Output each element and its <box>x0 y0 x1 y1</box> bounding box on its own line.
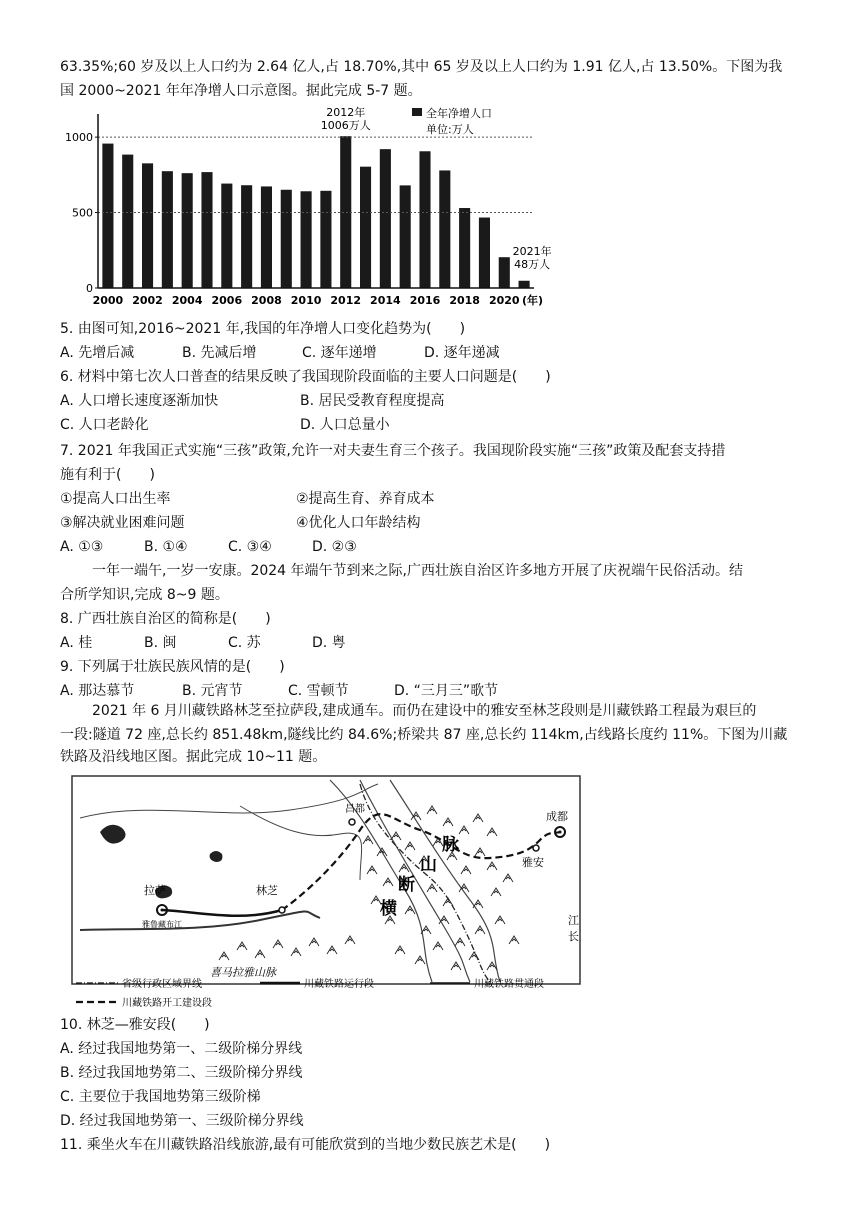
q10-option-a[interactable]: A. 经过我国地势第一、二级阶梯分界线 <box>60 1041 303 1057</box>
mountain-symbol <box>363 836 373 844</box>
mountain-symbol <box>237 942 247 950</box>
x-tick-label: 2020 <box>488 294 520 307</box>
bar-2006 <box>221 184 232 288</box>
bar-2008 <box>261 186 272 288</box>
bar-2015 <box>400 185 411 288</box>
mountain-symbol <box>443 818 453 826</box>
q10-stem: 10. 林芝—雅安段( ) <box>60 1017 210 1033</box>
mountain-symbol <box>255 950 265 958</box>
range-char-2: 断 <box>398 875 415 895</box>
bar-2018 <box>459 208 470 288</box>
mountain-symbol <box>475 848 485 856</box>
mountain-symbol <box>345 936 355 944</box>
side-label-1: 江 <box>568 914 579 927</box>
y-tick-label: 500 <box>72 206 93 220</box>
range-char-1: 横 <box>380 899 397 919</box>
chengdu-label: 成都 <box>546 810 568 823</box>
mountain-symbol <box>405 906 415 914</box>
passage-3-line-3: 铁路及沿线地区图。据此完成 10~11 题。 <box>60 749 327 765</box>
x-tick-label: 2008 <box>251 294 282 307</box>
mountain-symbol <box>411 812 421 820</box>
river-line <box>360 780 470 982</box>
river-line <box>240 806 362 880</box>
q9-stem: 9. 下列属于壮族民族风情的是( ) <box>60 659 285 675</box>
mountain-symbol <box>509 936 519 944</box>
y-tick-label: 0 <box>86 282 93 295</box>
q7-stem-line-2: 施有利于( ) <box>60 467 155 483</box>
mountain-symbol <box>327 946 337 954</box>
mountain-symbol <box>451 962 461 970</box>
q5-option-b[interactable]: B. 先减后增 <box>182 345 257 361</box>
x-tick-label: 2016 <box>409 294 441 307</box>
bar-2013 <box>360 167 371 288</box>
mountain-symbol <box>459 884 469 892</box>
net-population-growth-chart <box>60 106 552 314</box>
mountain-symbol <box>487 862 497 870</box>
annotation-2012-line-2: 1006万人 <box>320 119 371 133</box>
bar-2017 <box>439 170 450 288</box>
q10-option-d[interactable]: D. 经过我国地势第一、三级阶梯分界线 <box>60 1113 304 1129</box>
bar-2002 <box>142 163 153 288</box>
mountain-symbol <box>395 946 405 954</box>
bar-2014 <box>380 149 391 288</box>
q7-option-d[interactable]: D. ②③ <box>312 539 357 555</box>
sichuan-tibet-railway-map <box>60 770 585 1010</box>
q11-stem: 11. 乘坐火车在川藏铁路沿线旅游,最有可能欣赏到的当地少数民族艺术是( ) <box>60 1137 551 1153</box>
mountain-symbol <box>475 926 485 934</box>
q9-option-c[interactable]: C. 雪顿节 <box>288 683 349 699</box>
q8-stem: 8. 广西壮族自治区的简称是( ) <box>60 611 271 627</box>
mountain-symbol <box>455 938 465 946</box>
bar-2019 <box>479 218 490 288</box>
intro-line-1: 63.35%;60 岁及以上人口约为 2.64 亿人,占 18.70%,其中 65 岁及以上人口约为 1.91 亿人,占 13.50%。下图为我 <box>60 59 783 75</box>
x-axis-suffix: (年) <box>522 294 544 307</box>
x-tick-label: 2010 <box>290 294 322 307</box>
q8-option-c[interactable]: C. 苏 <box>228 635 261 651</box>
q7-option-c[interactable]: C. ③④ <box>228 539 272 555</box>
q9-option-d[interactable]: D. “三月三”歌节 <box>394 683 499 699</box>
x-tick-label: 2004 <box>171 294 203 307</box>
bar-2020 <box>499 257 510 288</box>
q9-option-a[interactable]: A. 那达慕节 <box>60 683 135 699</box>
legend-operating-label: 川藏铁路运行段 <box>304 979 374 990</box>
mountain-symbol <box>459 826 469 834</box>
passage-3-line-1: 2021 年 6 月川藏铁路林芝至拉萨段,建成通车。而仍在建设中的雅安至林芝段则是川藏铁路工程最为艰巨的 <box>92 703 757 719</box>
qamdo-label: 昌都 <box>345 804 365 815</box>
bar-2003 <box>162 171 173 288</box>
bar-2004 <box>182 173 193 288</box>
bar-2007 <box>241 185 252 288</box>
q6-option-c[interactable]: C. 人口老龄化 <box>60 417 149 433</box>
lake-shape <box>210 851 223 862</box>
mountain-symbol <box>473 814 483 822</box>
q9-option-b[interactable]: B. 元宵节 <box>182 683 243 699</box>
range-char-4: 脉 <box>442 835 459 855</box>
q6-option-a[interactable]: A. 人口增长速度逐渐加快 <box>60 393 219 409</box>
side-label-2: 长 <box>568 930 579 943</box>
bar-2011 <box>320 191 331 288</box>
mountain-symbol <box>405 842 415 850</box>
q10-option-b[interactable]: B. 经过我国地势第二、三级阶梯分界线 <box>60 1065 303 1081</box>
himalaya-label: 喜马拉雅山脉 <box>210 966 276 979</box>
passage-2-line-1: 一年一端午,一岁一安康。2024 年端午节到来之际,广西壮族自治区许多地方开展了庆祝端午民俗活动。结 <box>92 563 743 579</box>
legend-swatch <box>412 108 422 116</box>
q5-stem: 5. 由图可知,2016~2021 年,我国的年净增人口变化趋势为( ) <box>60 321 466 337</box>
mountain-symbol <box>433 942 443 950</box>
x-tick-label: 2018 <box>449 294 480 307</box>
q7-item-4: ④优化人口年龄结构 <box>296 515 421 531</box>
bar-2000 <box>102 144 113 288</box>
lake-shape <box>100 825 126 844</box>
railway-operating-segment <box>162 910 282 916</box>
x-tick-label: 2014 <box>370 294 401 307</box>
yaan-marker <box>533 845 539 851</box>
legend-construction-label: 川藏铁路开工建设段 <box>122 998 212 1009</box>
passage-3-line-2: 一段:隧道 72 座,总长约 851.48km,隧线比约 84.6%;桥梁共 87 座,总长约 114km,占线路长度约 11%。下图为川藏 <box>60 727 788 743</box>
unit-label: 单位:万人 <box>426 123 474 136</box>
legend-boundary-label: 省级行政区域界线 <box>122 979 202 990</box>
annotation-2021-line-2: 48万人 <box>514 257 551 271</box>
bar-2021 <box>519 281 530 288</box>
river-line <box>80 784 378 818</box>
qamdo-marker <box>349 819 355 825</box>
q7-item-3: ③解决就业困难问题 <box>60 515 185 531</box>
yaan-label: 雅安 <box>522 856 544 869</box>
mountain-symbol <box>503 874 513 882</box>
bar-2012 <box>340 136 351 288</box>
bar-2016 <box>419 151 430 288</box>
bar-2010 <box>301 191 312 288</box>
q8-option-a[interactable]: A. 桂 <box>60 635 93 651</box>
annotation-2012-line-1: 2012年 <box>326 106 366 120</box>
x-tick-label: 2000 <box>92 294 124 307</box>
mountain-symbol <box>461 866 471 874</box>
mountain-symbol <box>495 916 505 924</box>
q10-option-c[interactable]: C. 主要位于我国地势第三级阶梯 <box>60 1089 261 1105</box>
q5-option-a[interactable]: A. 先增后减 <box>60 345 135 361</box>
bar-2009 <box>281 190 292 288</box>
mountain-symbol <box>415 956 425 964</box>
mountain-symbol <box>309 938 319 946</box>
mountain-symbol <box>291 948 301 956</box>
lhasa-label: 拉萨 <box>144 884 166 897</box>
mountain-symbol <box>273 940 283 948</box>
x-tick-label: 2002 <box>132 294 163 307</box>
q6-stem: 6. 材料中第七次人口普查的结果反映了我国现阶段面临的主要人口问题是( ) <box>60 369 551 385</box>
q8-option-d[interactable]: D. 粤 <box>312 635 346 651</box>
q7-item-2: ②提高生育、养育成本 <box>296 491 435 507</box>
q7-stem-line-1: 7. 2021 年我国正式实施“三孩”政策,允许一对夫妻生育三个孩子。我国现阶段实施“三孩”政策及配套支持措 <box>60 443 726 459</box>
passage-2-line-2: 合所学知识,完成 8~9 题。 <box>60 587 229 603</box>
q7-item-1: ①提高人口出生率 <box>60 491 171 507</box>
x-tick-label: 2006 <box>211 294 243 307</box>
q5-option-c[interactable]: C. 逐年递增 <box>302 345 377 361</box>
y-tick-label: 1000 <box>65 131 93 145</box>
mountain-symbol <box>367 866 377 874</box>
river-label: 雅鲁藏布江 <box>142 920 182 929</box>
legend-label: 全年净增人口 <box>426 107 492 120</box>
mountain-symbol <box>219 952 229 960</box>
q7-option-b[interactable]: B. ①④ <box>144 539 188 555</box>
mountain-symbol <box>383 878 393 886</box>
intro-line-2: 国 2000~2021 年年净增人口示意图。据此完成 5-7 题。 <box>60 83 422 99</box>
bar-2005 <box>201 172 212 288</box>
q7-option-a[interactable]: A. ①③ <box>60 539 104 555</box>
mountain-symbol <box>487 828 497 836</box>
range-char-3: 山 <box>420 855 437 875</box>
annotation-2021-line-1: 2021年 <box>512 244 552 258</box>
nyingchi-label: 林芝 <box>256 884 278 897</box>
q6-option-b[interactable]: B. 居民受教育程度提高 <box>300 393 445 409</box>
mountain-symbol <box>427 884 437 892</box>
q8-option-b[interactable]: B. 闽 <box>144 635 177 651</box>
bar-2001 <box>122 155 133 288</box>
x-tick-label: 2012 <box>330 294 362 307</box>
q5-option-d[interactable]: D. 逐年递减 <box>424 345 500 361</box>
nyingchi-marker <box>279 907 285 913</box>
q6-option-d[interactable]: D. 人口总量小 <box>300 417 390 433</box>
legend-through-label: 川藏铁路贯通段 <box>474 979 544 990</box>
mountain-symbol <box>427 806 437 814</box>
mountain-symbol <box>491 888 501 896</box>
